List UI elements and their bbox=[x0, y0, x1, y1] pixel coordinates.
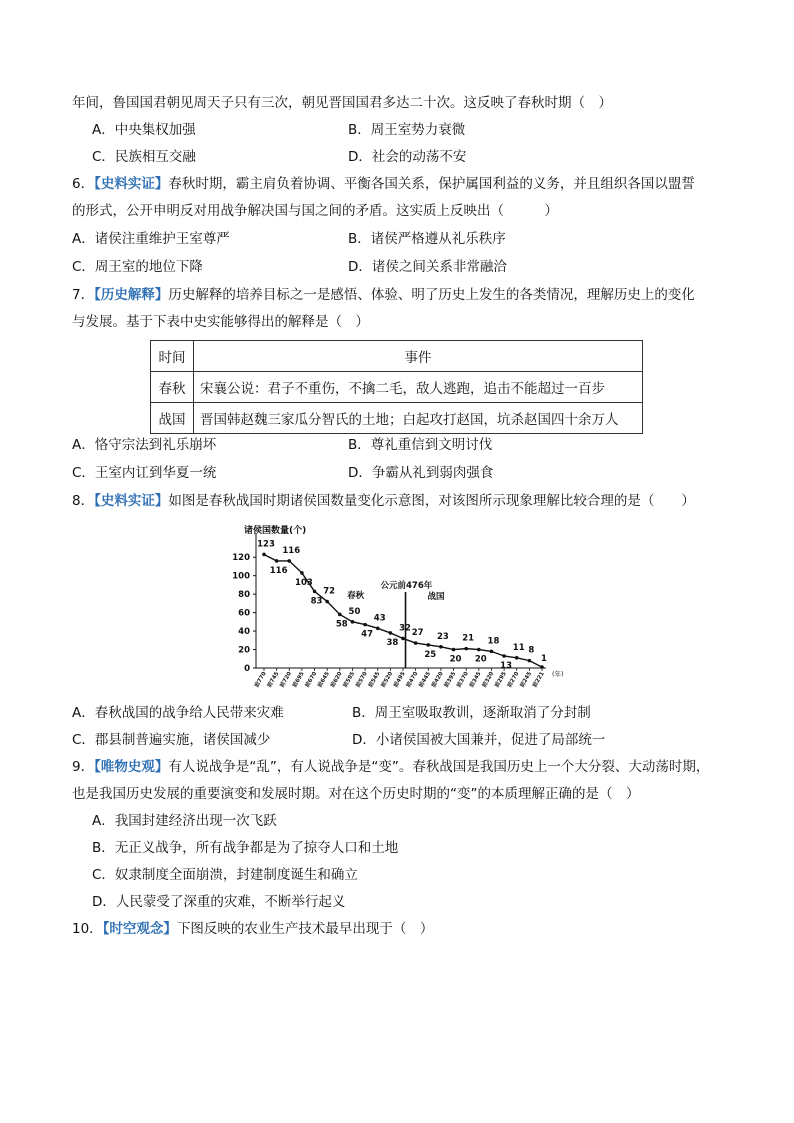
y-tick-label: 20 bbox=[238, 645, 250, 656]
data-point bbox=[515, 656, 519, 660]
q7-option-d[interactable]: D．争霸从礼到弱肉强食 bbox=[348, 465, 494, 481]
y-tick-label: 100 bbox=[232, 571, 250, 582]
data-label: 25 bbox=[424, 649, 437, 660]
data-point bbox=[502, 654, 506, 658]
data-point bbox=[528, 659, 532, 663]
period-left-label: 春秋 bbox=[347, 591, 365, 601]
table-cell-time: 战国 bbox=[151, 403, 194, 434]
data-point bbox=[351, 620, 355, 624]
q7-stem-line2: 与发展。基于下表中史实能够得出的解释是（ ） bbox=[72, 314, 369, 330]
q5-option-c[interactable]: C．民族相互交融 bbox=[92, 149, 196, 165]
x-tick-label: 前745 bbox=[266, 671, 281, 689]
x-tick-label: 前370 bbox=[456, 671, 470, 689]
q6-tag: 【史料实证】 bbox=[94, 176, 169, 192]
series-line bbox=[264, 554, 542, 667]
data-label: 83 bbox=[310, 596, 323, 607]
table-header-row bbox=[151, 341, 643, 372]
data-label: 38 bbox=[386, 637, 399, 648]
x-tick-label: 前770 bbox=[254, 671, 268, 689]
q10-text: 下图反映的农业生产技术最早出现于（ ） bbox=[176, 921, 434, 937]
table-cell-event: 晋国韩赵魏三家瓜分智氏的土地；白起攻打赵国，坑杀赵国四十余万人 bbox=[194, 403, 643, 434]
x-tick-label: 前420 bbox=[430, 671, 445, 689]
data-point bbox=[275, 559, 279, 563]
data-point bbox=[439, 645, 443, 649]
x-tick-label: 前270 bbox=[506, 671, 521, 689]
y-tick-label: 0 bbox=[244, 664, 250, 674]
q7-option-c[interactable]: C．王室内讧到华夏一统 bbox=[72, 465, 217, 481]
y-axis-label: 诸侯国数量(个) bbox=[244, 526, 307, 536]
x-tick-label: 前570 bbox=[355, 671, 369, 689]
data-label: 13 bbox=[500, 661, 513, 671]
data-label: 103 bbox=[295, 577, 313, 588]
q10-tag: 【时空观念】 bbox=[102, 921, 177, 937]
data-point bbox=[477, 648, 481, 652]
q6-stem-line1 bbox=[72, 173, 695, 195]
q7-text1: 历史解释的培养目标之一是感悟、体验、明了历史上发生的各类情况，理解历史上的变化 bbox=[168, 287, 695, 303]
y-tick-label: 80 bbox=[238, 590, 250, 601]
data-label: 116 bbox=[282, 545, 301, 556]
q6-stem-line2: 的形式，公开申明反对用战争解决国与国之间的矛盾。这实质上反映出（ ） bbox=[72, 203, 558, 219]
x-tick-label: 前495 bbox=[393, 671, 407, 689]
table-row bbox=[151, 403, 643, 434]
x-tick-label: 前695 bbox=[291, 671, 306, 689]
q8-option-c[interactable]: C．郡县制普遍实施，诸侯国减少 bbox=[72, 732, 271, 748]
data-point bbox=[389, 631, 393, 635]
x-tick-label: 前445 bbox=[418, 671, 433, 689]
data-point bbox=[401, 637, 405, 641]
q9-option-b[interactable]: B．无正义战争，所有战争都是为了掠夺人口和土地 bbox=[92, 840, 399, 856]
events-table bbox=[150, 340, 643, 434]
q5-option-d[interactable]: D．社会的动荡不安 bbox=[348, 149, 467, 165]
q6-option-a[interactable]: A．诸侯注重维护王室尊严 bbox=[72, 231, 230, 247]
q7-tag: 【历史解释】 bbox=[94, 287, 169, 303]
table-cell-time: 春秋 bbox=[151, 372, 194, 403]
data-label: 123 bbox=[257, 539, 275, 550]
data-point bbox=[376, 627, 380, 631]
data-label: 20 bbox=[474, 654, 487, 665]
q6-option-b[interactable]: B．诸侯严格遵从礼乐秩序 bbox=[348, 231, 506, 247]
x-tick-label: 前245 bbox=[519, 671, 534, 689]
x-tick-label: 前295 bbox=[494, 671, 508, 689]
x-tick-label: 前620 bbox=[329, 671, 344, 689]
data-label: 1 bbox=[541, 654, 547, 665]
q8-stem bbox=[72, 490, 695, 512]
q9-text1: 有人说战争是“乱”，有人说战争是“变”。春秋战国是我国历史上一个大分裂、大动荡时期， bbox=[168, 759, 710, 775]
data-point bbox=[338, 613, 342, 617]
data-point bbox=[287, 559, 291, 563]
q10-number: 10． bbox=[72, 921, 103, 937]
q9-stem-line2: 也是我国历史发展的重要演变和发展时期。对在这个历史时期的“变”的本质理解正确的是（ ） bbox=[72, 786, 640, 802]
data-label: 23 bbox=[436, 631, 449, 642]
q5-stem: 年间，鲁国国君朝见周天子只有三次，朝见晋国国君多达二十次。这反映了春秋时期（ ） bbox=[72, 95, 612, 111]
x-axis-label: (年) bbox=[552, 670, 564, 678]
q9-stem-line1 bbox=[72, 756, 709, 778]
q8-tag: 【史料实证】 bbox=[94, 493, 169, 509]
data-point bbox=[490, 650, 494, 654]
data-point bbox=[452, 648, 456, 652]
data-label: 58 bbox=[335, 619, 348, 630]
data-label: 116 bbox=[269, 565, 288, 576]
data-point bbox=[414, 641, 418, 645]
x-tick-label: 前345 bbox=[468, 671, 483, 689]
q7-stem-line1 bbox=[72, 284, 695, 306]
q7-number: 7． bbox=[72, 287, 95, 303]
divider-label: 公元前476年 bbox=[380, 581, 433, 591]
q8-option-a[interactable]: A．春秋战国的战争给人民带来灾难 bbox=[72, 705, 284, 721]
data-label: 11 bbox=[512, 642, 525, 653]
x-tick-label: 前545 bbox=[367, 671, 382, 689]
q6-option-c[interactable]: C．周王室的地位下降 bbox=[72, 259, 203, 275]
y-tick-label: 40 bbox=[238, 627, 250, 638]
table-header-event: 事件 bbox=[194, 341, 643, 372]
x-tick-label: 前520 bbox=[380, 671, 395, 689]
data-label: 50 bbox=[348, 606, 361, 617]
y-tick-label: 60 bbox=[238, 608, 250, 619]
q9-option-d[interactable]: D．人民蒙受了深重的灾难，不断举行起义 bbox=[92, 894, 346, 910]
data-label: 21 bbox=[462, 633, 475, 644]
data-label: 18 bbox=[487, 636, 500, 647]
data-label: 43 bbox=[373, 613, 386, 624]
q9-tag: 【唯物史观】 bbox=[94, 759, 169, 775]
q8-option-b[interactable]: B．周王室吸取教训，逐渐取消了分封制 bbox=[352, 705, 591, 721]
data-point bbox=[313, 590, 317, 594]
x-tick-label: 前670 bbox=[304, 671, 319, 689]
y-tick-label: 120 bbox=[232, 553, 250, 564]
period-right-label: 战国 bbox=[427, 592, 445, 602]
data-label: 20 bbox=[449, 654, 462, 665]
data-point bbox=[300, 571, 304, 575]
x-tick-label: 前595 bbox=[342, 671, 357, 689]
data-point bbox=[540, 665, 544, 669]
q6-number: 6． bbox=[72, 176, 95, 192]
states-count-chart bbox=[230, 522, 585, 694]
q8-text: 如图是春秋战国时期诸侯国数量变化示意图，对该图所示现象理解比较合理的是（ ） bbox=[168, 493, 695, 509]
x-tick-label: 前645 bbox=[317, 671, 331, 689]
x-tick-label: 前221 bbox=[532, 671, 546, 689]
data-point bbox=[464, 647, 468, 651]
q6-option-d[interactable]: D．诸侯之间关系非常融洽 bbox=[348, 259, 507, 275]
data-label: 8 bbox=[528, 645, 535, 656]
q5-option-b[interactable]: B．周王室势力衰微 bbox=[348, 122, 466, 138]
q5-option-a[interactable]: A．中央集权加强 bbox=[92, 122, 196, 138]
q9-number: 9． bbox=[72, 759, 95, 775]
q7-option-b[interactable]: B．尊礼重信到文明讨伐 bbox=[348, 437, 493, 453]
table-cell-event: 宋襄公说：君子不重伤，不擒二毛，敌人逃跑，追击不能超过一百步 bbox=[194, 372, 643, 403]
table-row bbox=[151, 372, 643, 403]
data-point bbox=[426, 643, 430, 647]
data-label: 72 bbox=[323, 586, 336, 597]
q10-stem bbox=[72, 918, 433, 940]
data-point bbox=[262, 553, 266, 557]
data-label: 27 bbox=[411, 628, 424, 639]
data-point bbox=[325, 600, 329, 604]
data-label: 47 bbox=[361, 629, 374, 640]
data-label: 32 bbox=[399, 623, 411, 634]
x-tick-label: 前470 bbox=[405, 671, 420, 689]
q9-option-a[interactable]: A．我国封建经济出现一次飞跃 bbox=[92, 813, 277, 829]
q7-option-a[interactable]: A．恪守宗法到礼乐崩坏 bbox=[72, 437, 217, 453]
q8-option-d[interactable]: D．小诸侯国被大国兼并，促进了局部统一 bbox=[352, 732, 606, 748]
x-tick-label: 前720 bbox=[279, 671, 294, 689]
q8-number: 8． bbox=[72, 493, 95, 509]
x-tick-label: 前320 bbox=[481, 671, 496, 689]
q6-text1: 春秋时期，霸主肩负着协调、平衡各国关系，保护属国利益的义务，并且组织各国以盟誓 bbox=[168, 176, 695, 192]
x-tick-label: 前395 bbox=[443, 671, 458, 689]
q9-option-c[interactable]: C．奴隶制度全面崩溃，封建制度诞生和确立 bbox=[92, 867, 358, 883]
data-point bbox=[363, 623, 367, 627]
table-header-time: 时间 bbox=[151, 341, 194, 372]
